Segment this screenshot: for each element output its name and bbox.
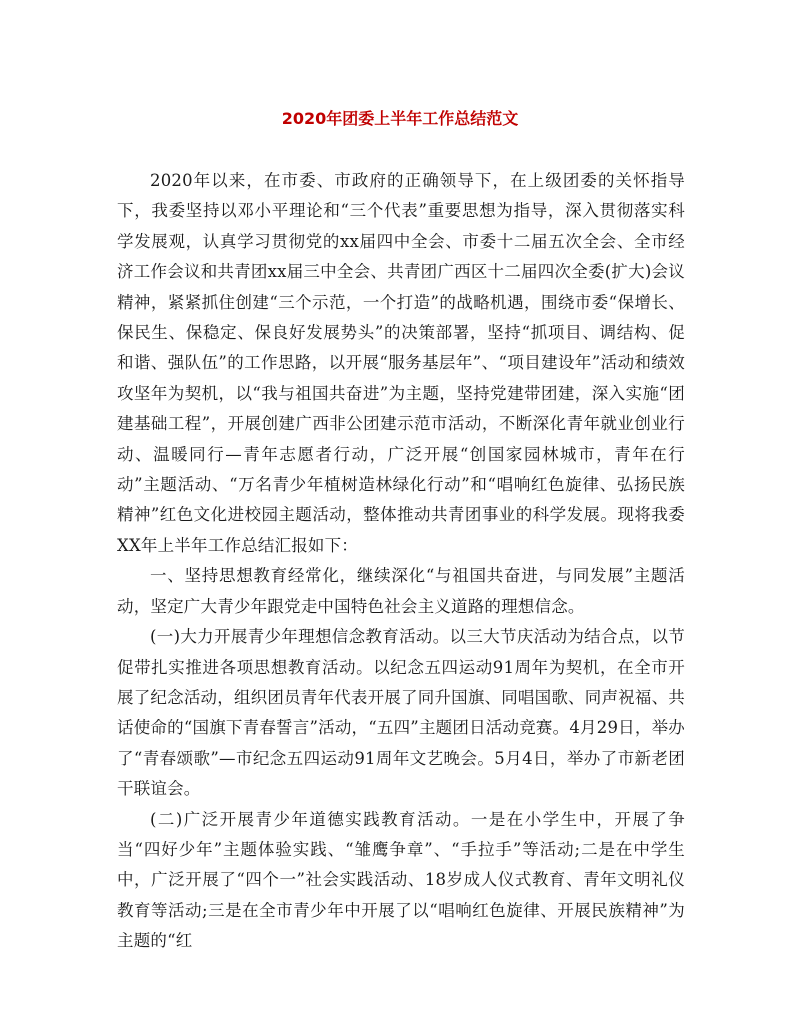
subsection-2-paragraph: (二)广泛开展青少年道德实践教育活动。一是在小学生中，开展了争当“四好少年”主题体验实践、“雏鹰争章”、“手拉手”等活动;二是在中学生中，广泛开展了“四个一”社会实践活动、18岁成人仪式教育、青年文明礼仪教育等活动;三是在全市青少年中开展了以“唱响红色旋律、开展民族精神”为主题的“红 xyxy=(117,809,685,951)
document-body xyxy=(117,166,685,957)
intro-paragraph: 2020年以来，在市委、市政府的正确领导下，在上级团委的关怀指导下，我委坚持以邓小平理论和“三个代表”重要思想为指导，深入贯彻落实科学发展观，认真学习贯彻党的xx届四中全会、市委十二届五次全会、全市经济工作会议和共青团xx届三中全会、共青团广西区十二届四次全委(扩大)会议精神，紧紧抓住创建“三个示范，一个打造”的战略机遇，围绕市委“保增长、保民生、保稳定、保良好发展势头”的决策部署，坚持“抓项目、调结构、促和谐、强队伍”的工作思路，以开展“服务基层年”、“项目建设年”活动和绩效攻坚年为契机，以“我与祖国共奋进”为主题，坚持党建带团建，深入实施“团建基础工程”，开展创建广西非公团建示范市活动，不断深化青年就业创业行动、温暖同行—青年志愿者行动，广泛开展“创国家园林城市，青年在行动”主题活动、“万名青少年植树造林绿化行动”和“唱响红色旋律、弘扬民族精神”红色文化进校园主题活动，整体推动共青团事业的科学发展。现将我委XX年上半年工作总结汇报如下： xyxy=(117,171,685,555)
section-heading-1: 一、坚持思想教育经常化，继续深化“与祖国共奋进，与同发展”主题活动，坚定广大青少年跟党走中国特色社会主义道路的理想信念。 xyxy=(117,566,685,616)
document-title: 2020年团委上半年工作总结范文 xyxy=(281,109,519,128)
subsection-1-paragraph: (一)大力开展青少年理想信念教育活动。以三大节庆活动为结合点，以节促带扎实推进各项思想教育活动。以纪念五四运动91周年为契机，在全市开展了纪念活动，组织团员青年代表开展了同升国旗、同唱国歌、同声祝福、共话使命的“国旗下青春誓言”活动，“五四”主题团日活动竞赛。4月29日，举办了“青春颂歌”—市纪念五四运动91周年文艺晚会。5月4日，举办了市新老团干联谊会。 xyxy=(117,627,685,799)
